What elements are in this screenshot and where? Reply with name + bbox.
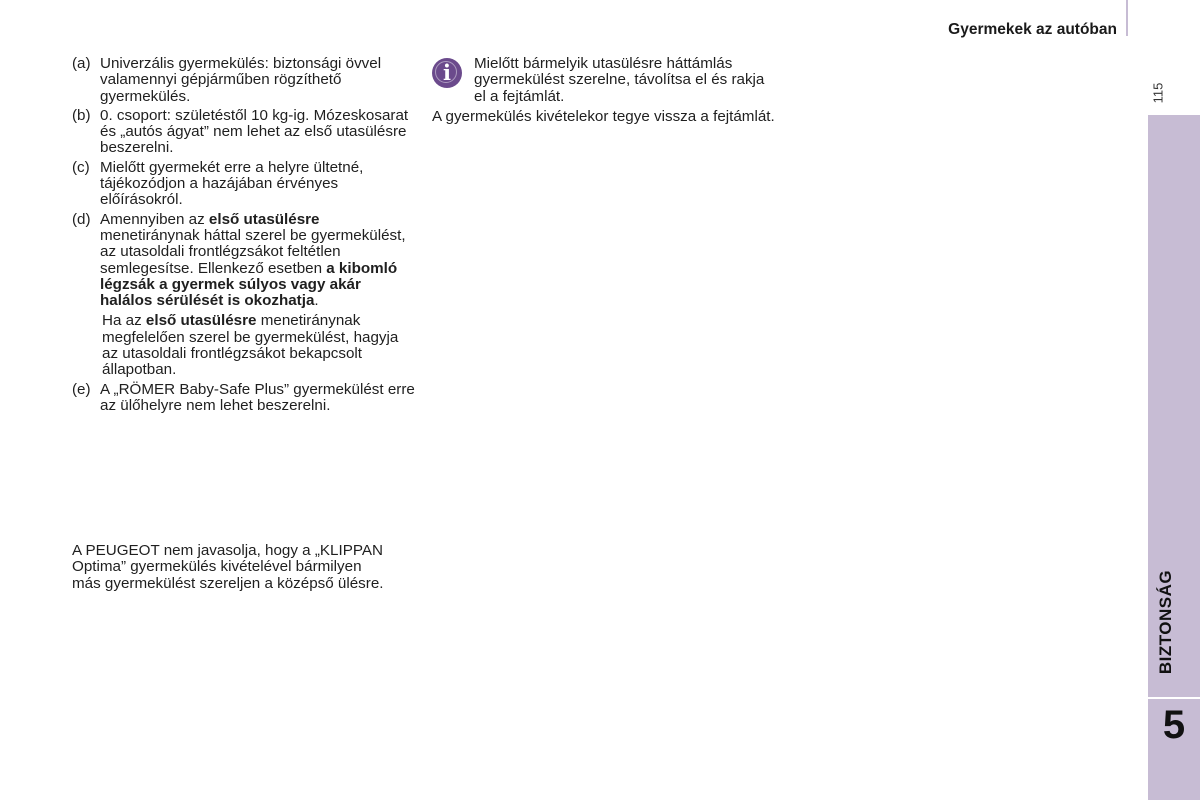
item-text: A „RÖMER Baby-Safe Plus” gyermekülést erre az ülőhelyre nem lehet beszerelni.	[100, 380, 415, 414]
item-text: menetiránynak megfelelően szerel be gyermekülést, hagyja az utasoldali frontlégzsákot bekapcsolt állapotban.	[102, 312, 399, 379]
list-item-c	[72, 160, 417, 209]
header-divider	[1126, 0, 1128, 36]
item-text: Mielőtt gyermekét erre a helyre ültetné, tájékozódjon a hazájában érvényes előírásokról.	[100, 158, 364, 209]
item-warning: a kibomló légzsák a gyermek súlyos vagy akár halálos sérülését is okozhatja	[100, 259, 398, 310]
item-marker: (c)	[72, 158, 90, 176]
list-item-d	[72, 212, 417, 310]
info-note	[432, 56, 777, 105]
item-marker: (d)	[72, 210, 91, 228]
item-marker: (b)	[72, 106, 91, 124]
list-item-e	[72, 382, 417, 415]
list-item-a	[72, 56, 417, 105]
item-text: menetiránynak háttal szerel be gyermekülést, az utasoldali frontlégzsákot feltétlen semlegesítse. Ellenkező esetben	[100, 226, 406, 277]
list-item-b	[72, 108, 417, 157]
left-column	[72, 56, 417, 417]
section-label: BIZTONSÁG	[1156, 569, 1175, 675]
item-text: .	[314, 292, 319, 310]
item-text: 0. csoport: születéstől 10 kg-ig. Mózeskosarat és „autós ágyat” nem lehet az első utasülésre beszerelni.	[100, 106, 409, 157]
info-text: Mielőtt bármelyik utasülésre háttámlás gyermekülést szerelne, távolítsa el és rakja el a fejtámlát.	[474, 55, 765, 105]
item-text: Amennyiben az	[100, 210, 209, 228]
right-column	[432, 56, 777, 125]
info-icon: i	[432, 58, 462, 88]
item-emphasis: első utasülésre	[145, 312, 257, 330]
page-header-title: Gyermekek az autóban	[948, 21, 1117, 38]
item-emphasis: első utasülésre	[208, 210, 320, 228]
item-text: Univerzális gyermekülés: biztonsági övvel valamennyi gépjárműben rögzíthető gyermekülés.	[100, 55, 382, 105]
side-tab-divider	[1148, 697, 1200, 699]
page-number: 115	[1150, 82, 1166, 104]
chapter-number: 5	[1162, 703, 1186, 747]
item-text: Ha az	[102, 312, 146, 330]
item-marker: (e)	[72, 380, 91, 398]
list-item-d-sub	[72, 313, 417, 378]
center-seat-note: A PEUGEOT nem javasolja, hogy a „KLIPPAN Optima” gyermekülés kivételével bármilyen más gyermekülést szereljen a középső ülésre.	[72, 542, 384, 592]
headrest-note: A gyermekülés kivételekor tegye vissza a fejtámlát.	[432, 107, 775, 125]
item-marker: (a)	[72, 55, 91, 72]
section-side-tab	[1148, 115, 1200, 800]
